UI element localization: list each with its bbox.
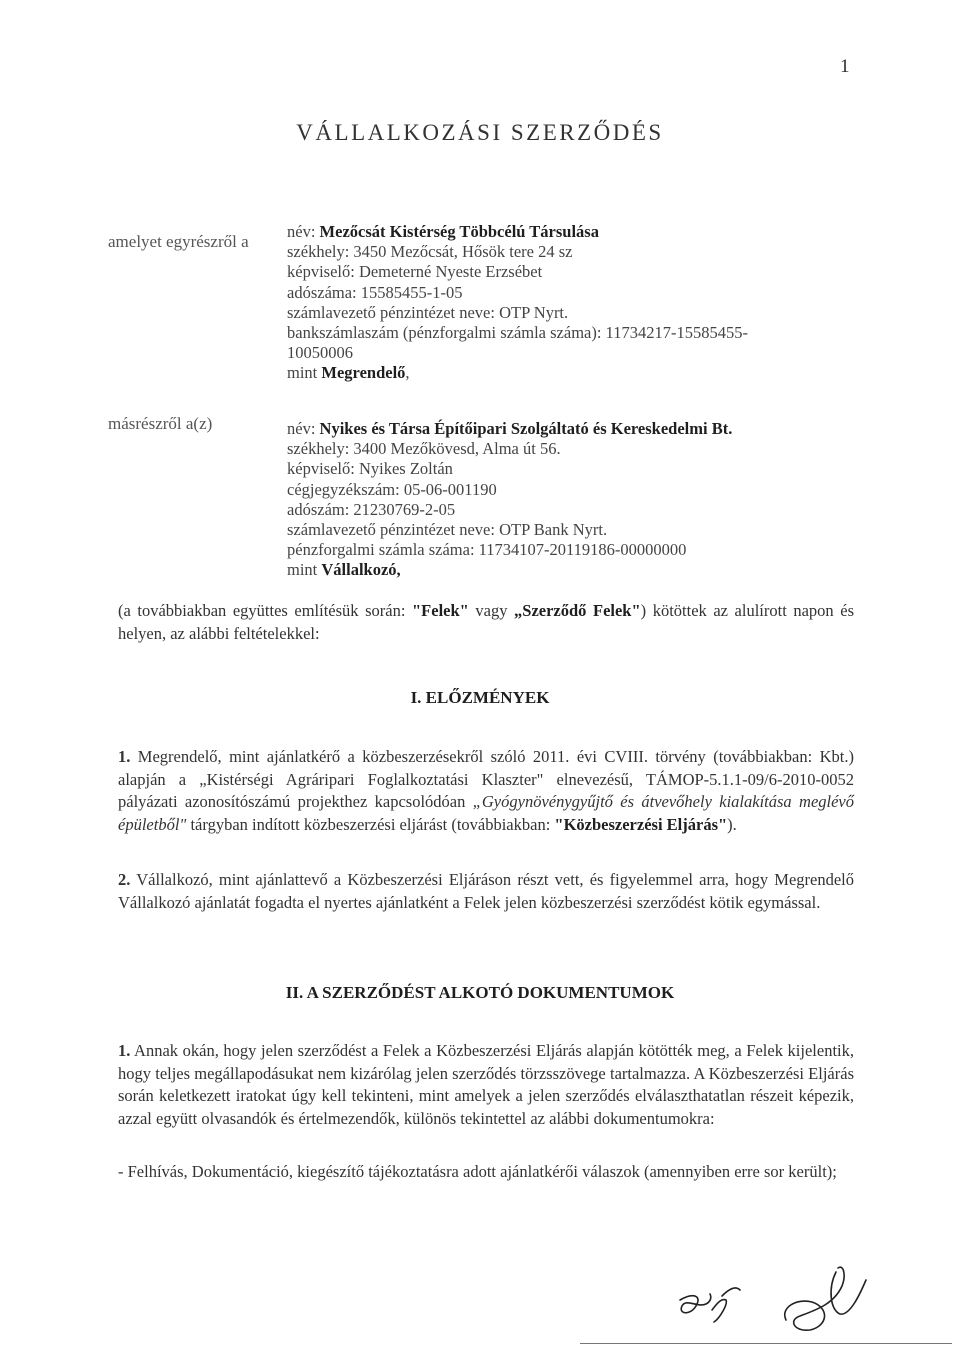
party2-account: pénzforgalmi számla száma: 11734107-20119186-00000000: [287, 540, 687, 560]
party2-name-prefix: név:: [287, 419, 320, 438]
section1-paragraph2: [118, 869, 854, 914]
party1-role: Megrendelő: [321, 363, 406, 383]
paragraph-number: 1.: [118, 1041, 131, 1060]
section2-bullet1: - Felhívás, Dokumentáció, kiegészítő tájékoztatásra adott ajánlatkérői válaszok (amennyiben erre sor került);: [118, 1162, 837, 1181]
party2-as-prefix: mint: [287, 560, 322, 580]
section1-heading: I. ELŐZMÉNYEK: [410, 688, 550, 707]
party1-as-prefix: mint: [287, 363, 322, 383]
party1-role-line: [287, 363, 847, 383]
document-title: VÁLLALKOZÁSI SZERZŐDÉS: [296, 120, 664, 145]
party2-registration-number: cégjegyzékszám: 05-06-001190: [287, 479, 497, 499]
party1-label: amelyet egyrészről a: [108, 232, 249, 251]
intro-paragraph: [118, 600, 854, 645]
section1-p2-text: Vállalkozó, mint ajánlattevő a Közbeszerzési Eljáráson részt vett, és figyelemmel arra, hogy Megrendelő Vállalkozó ajánlatát fogadta el nyertes ajánlatként a Felek jelen közbeszerzési szerződést kötik egymással.: [118, 870, 854, 912]
party2-seat: székhely: 3400 Mezőkövesd, Alma út 56.: [287, 439, 561, 459]
paragraph-number: 1.: [118, 747, 131, 766]
signature-1-tail: [712, 1299, 726, 1322]
page-number: 1: [840, 56, 850, 77]
party1-name-prefix: név:: [287, 222, 320, 241]
party1-details: [287, 222, 847, 384]
section1-p1-text1: Megrendelő, mint ajánlatkérő a közbeszerzésekről szóló 2011. évi CVIII. törvény (továbbiakban: Kbt.) alapján a „Kistérségi Agráripari Foglalkoztatási Klaszter" elnevezésű, TÁMOP-5.1.1-09/6-2010-0052 pályázati azonosítószámú projekthez kapcsolódóan: [118, 747, 854, 811]
intro-text-3: ) kötöttek az alulírott napon és helyen, az alábbi feltételekkel:: [118, 601, 854, 643]
section2-p1-text: Annak okán, hogy jelen szerződést a Felek a Közbeszerzési Eljárás alapján kötötték meg, a Felek kijelentik, hogy teljes megállapodásukat nem kizárólag jelen szerződés törzsszövege tartalmazza. A Közbeszerzési Eljárás során keletkezett iratokat úgy kell tekinteni, mint amelyek a jelen szerződés elválaszthatatlan részeit képezik, azzal együtt olvasandók és értelmezendők, különös tekintettel az alábbi dokumentumokra:: [118, 1041, 854, 1128]
party2-tax-number: adószám: 21230769-2-05: [287, 499, 456, 519]
section2-paragraph1: [118, 1040, 854, 1130]
footer-rule: [580, 1343, 952, 1344]
signature-2-stroke: [785, 1267, 844, 1330]
intro-felek: "Felek": [412, 601, 469, 620]
party1-account-line1: bankszámlaszám (pénzforgalmi számla száma): 11734217-15585455-: [287, 323, 748, 343]
section1-paragraph1: [118, 746, 854, 836]
party2-details: [287, 419, 847, 581]
party1-account-line2: 10050006: [287, 343, 353, 363]
party1-tax-number: adószáma: 15585455-1-05: [287, 282, 463, 302]
party1-representative: képviselő: Demeterné Nyeste Erzsébet: [287, 262, 543, 282]
intro-text-2: vagy: [468, 601, 515, 620]
signature-1-stroke: [680, 1294, 711, 1313]
signature-1-hook: [722, 1288, 740, 1296]
section1-p1-text2: tárgyban indított közbeszerzési eljárást (továbbiakban:: [186, 814, 555, 834]
handwritten-signatures: [660, 1258, 890, 1348]
party2-label: másrészről a(z): [108, 414, 213, 433]
party1-bank-name: számlavezető pénzintézet neve: OTP Nyrt.: [287, 302, 569, 322]
intro-text-1: (a továbbiakban együttes említésük során:: [118, 601, 412, 620]
section1-p1-text3: ).: [727, 814, 737, 834]
section1-p1-procedure: "Közbeszerzési Eljárás": [554, 814, 728, 834]
party2-role-line: [287, 560, 847, 580]
party1-seat: székhely: 3450 Mezőcsát, Hősök tere 24 sz: [287, 242, 573, 262]
section1-p1-subject: „Gyógynövénygyűjtő és átvevőhely kialakítása meglévő épületből": [118, 792, 854, 834]
party2-role: Vállalkozó,: [321, 560, 401, 580]
section2-heading: II. A SZERZŐDÉST ALKOTÓ DOKUMENTUMOK: [285, 983, 675, 1002]
party1-name: Mezőcsát Kistérség Többcélú Társulása: [319, 222, 599, 241]
party1-as-suffix: ,: [405, 363, 410, 383]
party1-name-line: [287, 222, 847, 242]
party2-representative: képviselő: Nyikes Zoltán: [287, 459, 453, 479]
party2-name: Nyikes és Társa Építőipari Szolgáltató és Kereskedelmi Bt.: [319, 419, 733, 438]
paragraph-number: 2.: [118, 870, 131, 889]
signature-2-tail: [831, 1272, 866, 1314]
party2-name-line: [287, 419, 847, 439]
intro-szerzodo-felek: „Szerződő Felek": [514, 601, 641, 620]
party2-bank-name: számlavezető pénzintézet neve: OTP Bank Nyrt.: [287, 520, 608, 540]
